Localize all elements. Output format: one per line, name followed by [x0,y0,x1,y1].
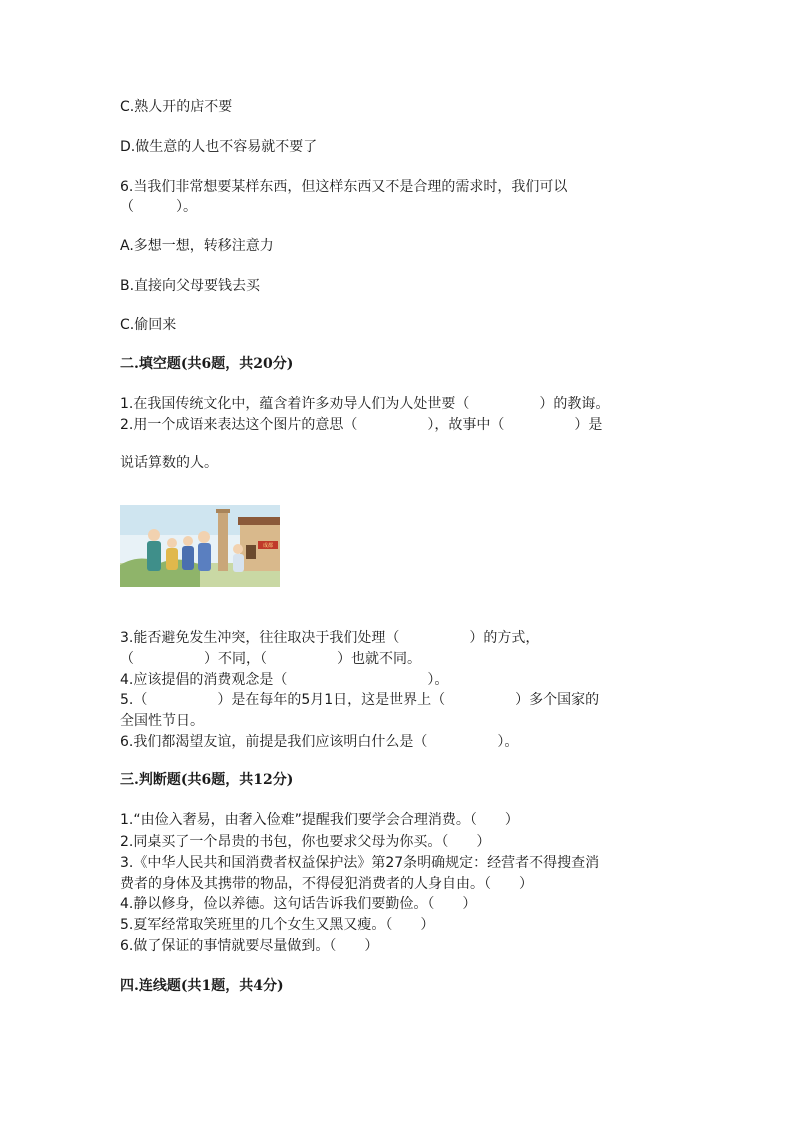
judge-question-2: 2.同桌买了一个昂贵的书包，你也要求父母为你买。（ ） [120,834,491,850]
fill-question-5-line2: 全国性节日。 [120,713,204,729]
judge-question-6: 6.做了保证的事情就要尽量做到。（ ） [120,938,379,954]
question-6-stem: 6.当我们非常想要某样东西，但这样东西又不是合理的需求时，我们可以 [120,179,568,195]
section-3-heading: 三.判断题(共6题，共12分) [120,772,294,788]
fill-question-3-line1: 3.能否避免发生冲突，往往取决于我们处理（ ）的方式， [120,630,540,646]
option-6b: B.直接向父母要钱去买 [120,278,261,294]
section-4-heading: 四.连线题(共1题，共4分) [120,978,284,994]
fill-question-1: 1.在我国传统文化中，蕴含着许多劝导人们为人处世要（ ）的教诲。 [120,396,610,412]
option-6a: A.多想一想，转移注意力 [120,238,274,254]
fill-question-3-line2: （ ）不同，（ ）也就不同。 [120,651,421,667]
judge-question-5: 5.夏军经常取笑班里的几个女生又黑又瘦。（ ） [120,917,435,933]
story-illustration [120,505,280,587]
illustration-sign-text: 成都 [262,543,274,549]
fill-question-4: 4.应该提倡的消费观念是（ ）。 [120,672,449,688]
judge-question-1: 1.“由俭入奢易，由奢入俭难”提醒我们要学会合理消费。（ ） [120,812,519,828]
judge-question-3-line1: 3.《中华人民共和国消费者权益保护法》第27条明确规定：经营者不得搜查消 [120,855,600,871]
judge-question-4: 4.静以修身，俭以养德。这句话告诉我们要勤俭。（ ） [120,896,477,912]
section-2-heading: 二.填空题(共6题，共20分) [120,356,294,372]
fill-question-2-line2: 说话算数的人。 [120,455,218,471]
option-6c: C.偷回来 [120,317,177,333]
option-5d: D.做生意的人也不容易就不要了 [120,139,318,155]
option-5c: C.熟人开的店不要 [120,99,233,115]
question-6-blank: （ ）。 [120,199,197,215]
fill-question-2-line1: 2.用一个成语来表达这个图片的意思（ ），故事中（ ）是 [120,417,603,433]
fill-question-6: 6.我们都渴望友谊，前提是我们应该明白什么是（ ）。 [120,734,519,750]
judge-question-3-line2: 费者的身体及其携带的物品，不得侵犯消费者的人身自由。（ ） [120,876,533,892]
fill-question-5-line1: 5.（ ）是在每年的5月1日，这是世界上（ ）多个国家的 [120,692,600,708]
